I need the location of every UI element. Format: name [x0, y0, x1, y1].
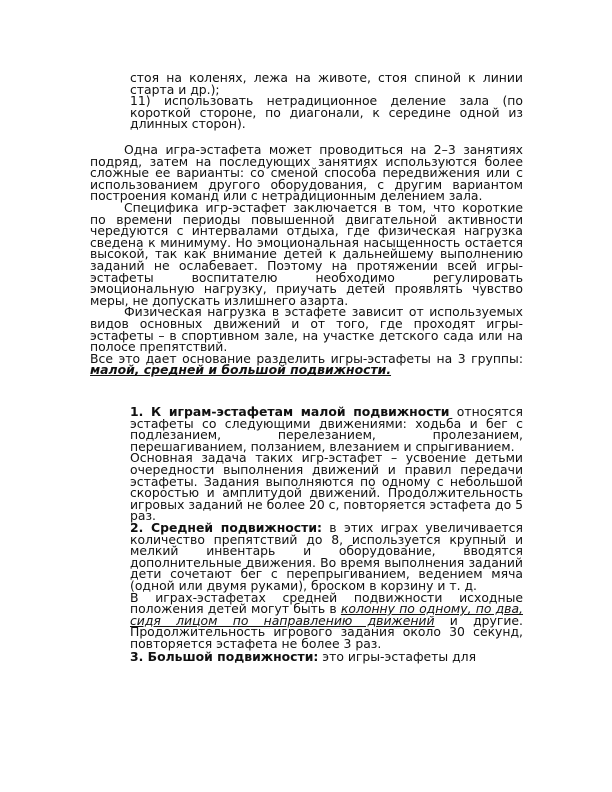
body-text [90, 144, 523, 376]
group-list [130, 406, 523, 663]
group-item-3: 3. Большой подвижности: это игры-эстафеты для [130, 649, 477, 665]
list-item-text: 11) использовать нетрадиционное деление зала (по короткой стороне, по диагонали, к середине одной из длинных сторон). [130, 93, 523, 132]
group-heading: 2. Средней подвижности: [130, 519, 322, 535]
group-item-2: 2. Средней подвижности: в этих играх увеличивается количество препятствий до 8, используется крупный и мелкий инвентарь и оборудование, вводятся дополнительные движения. Во время выполнения заданий дети сочетают бег с перепрыгиванием, ведением мяча (одной или двумя руками), броском в корзину и т. д. [130, 519, 523, 593]
group-item-1: 1. К играм-эстафетам малой подвижности относятся эстафеты со следующими движениями: ходьба и бег с подлезанием, перелезанием, пролезанием, перешагиванием, ползанием, влезанием и спрыгиванием. [130, 404, 523, 454]
list-item-text: стоя на коленях, лежа на животе, стоя спиной к линии старта и др.); [130, 70, 523, 97]
emphasis: малой, средней и большой подвижности. [90, 362, 392, 378]
emphasis: колонну по одному, по два, сидя лицом по направлению движений [130, 601, 523, 628]
paragraph: Основная задача таких игр-эстафет – усвоение детьми очередности выполнения движений и правил передачи эстафеты. Задания выполняются по одному с небольшой скоростью и амплитудой движений. Продолжительность игровых заданий не более 20 с, повторяется эстафета до 5 раз. [130, 450, 523, 524]
paragraph: Одна игра-эстафета может проводиться на 2–3 занятиях подряд, затем на последующих занятиях используются более сложные ее варианты: со сменой способа передвижения или с использованием другого оборудования, с другим вариантом построения команд или с нетрадиционным делением зала. [90, 142, 523, 204]
list-item-tail [130, 72, 523, 130]
paragraph: Специфика игр-эстафет заключается в том, что короткие по времени периоды повышенной двигательной активности чередуются с интервалами отдыха, где физическая нагрузка сведена к минимуму. Но эмоциональная насыщенность остается высокой, так как внимание детей к дальнейшему выполнению заданий не ослабевает. Поэтому на протяжении всей игры-эстафеты воспитателю необходимо регулировать эмоциональную нагрузку, приучать детей проявлять чувство меры, не допускать излишнего азарта. [90, 199, 523, 308]
group-heading: 3. Большой подвижности: [130, 649, 319, 665]
paragraph: В играх-эстафетах средней подвижности исходные положения детей могут быть в колонну по одному, по два, сидя лицом по направлению движений и другие. Продолжительность игрового задания около 30 секунд, повторяется эстафета не более 3 раз. [130, 589, 523, 651]
paragraph: Физическая нагрузка в эстафете зависит от используемых видов основных движений и от того, где проходят игры-эстафеты – в спортивном зале, на участке детского сада или на полосе препятствий. [90, 304, 523, 355]
group-heading: 1. К играм-эстафетам малой подвижности [130, 404, 450, 419]
paragraph: Все это дает основание разделить игры-эстафеты на 3 группы: малой, средней и большой подвижности. [90, 350, 523, 378]
